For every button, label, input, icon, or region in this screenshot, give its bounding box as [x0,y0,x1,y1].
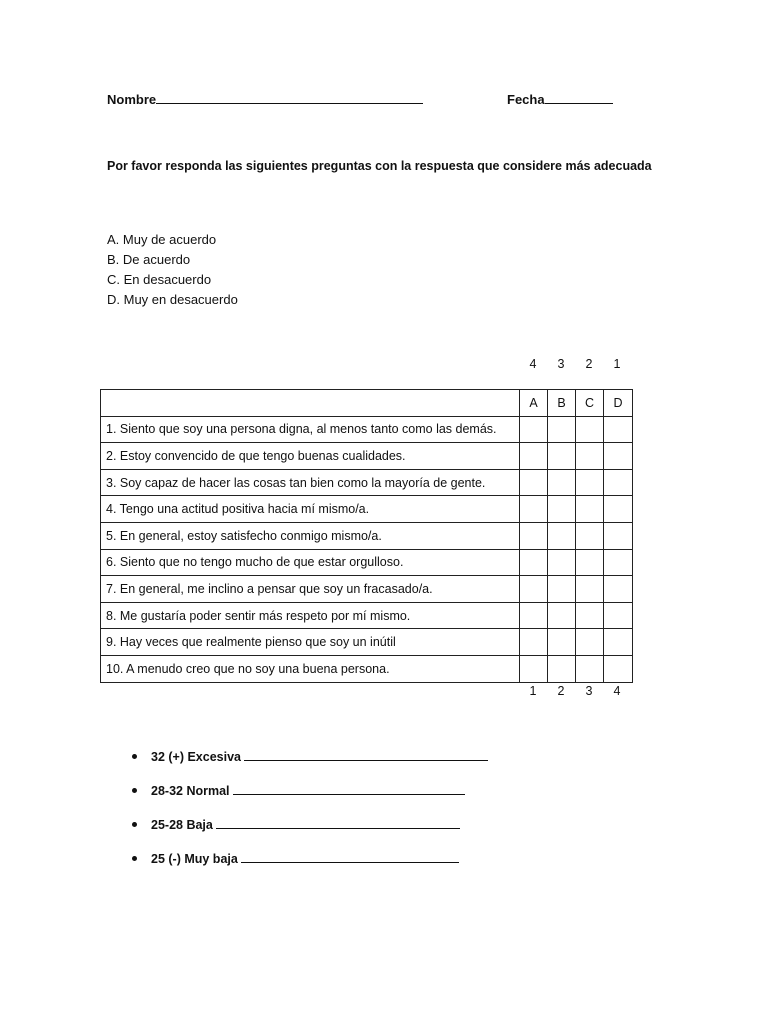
option-b: B. De acuerdo [107,252,191,267]
answer-cell-d[interactable] [604,416,633,443]
score-top-d: 1 [613,357,621,371]
answer-cell-a[interactable] [520,443,548,470]
answer-cell-a[interactable] [520,655,548,682]
question-text: 10. A menudo creo que no soy una buena persona. [101,655,520,682]
questionnaire-table [100,389,633,683]
table-row [101,655,633,682]
bullet-icon [132,754,137,759]
answer-cell-c[interactable] [576,655,604,682]
table-row [101,576,633,603]
answer-cell-d[interactable] [604,496,633,523]
instructions-text: Por favor responda las siguientes preguntas con la respuesta que considere más adecuada [107,159,652,173]
answer-cell-c[interactable] [576,629,604,656]
question-text: 8. Me gustaría poder sentir más respeto por mí mismo. [101,602,520,629]
score-bottom-b: 2 [557,684,565,698]
answer-cell-d[interactable] [604,629,633,656]
answer-cell-c[interactable] [576,549,604,576]
range-item [132,784,465,798]
range-blank[interactable] [244,760,488,761]
range-item [132,852,459,866]
table-row [101,602,633,629]
nombre-blank[interactable] [156,103,423,104]
answer-cell-b[interactable] [548,496,576,523]
answer-cell-a[interactable] [520,496,548,523]
answer-cell-d[interactable] [604,469,633,496]
question-text: 4. Tengo una actitud positiva hacia mí mismo/a. [101,496,520,523]
question-text: 1. Siento que soy una persona digna, al menos tanto como las demás. [101,416,520,443]
table-row [101,629,633,656]
scores-bottom-row [519,684,631,698]
answer-cell-d[interactable] [604,655,633,682]
question-text: 9. Hay veces que realmente pienso que soy un inútil [101,629,520,656]
question-text: 7. En general, me inclino a pensar que soy un fracasado/a. [101,576,520,603]
answer-cell-b[interactable] [548,576,576,603]
table-row [101,469,633,496]
answer-cell-a[interactable] [520,469,548,496]
answer-cell-d[interactable] [604,549,633,576]
answer-cell-c[interactable] [576,496,604,523]
question-text: 6. Siento que no tengo mucho de que estar orgulloso. [101,549,520,576]
answer-cell-a[interactable] [520,549,548,576]
question-text: 5. En general, estoy satisfecho conmigo mismo/a. [101,522,520,549]
range-item [132,818,460,832]
question-text: 3. Soy capaz de hacer las cosas tan bien como la mayoría de gente. [101,469,520,496]
score-top-a: 4 [529,357,537,371]
answer-cell-d[interactable] [604,522,633,549]
answer-cell-b[interactable] [548,416,576,443]
column-header-b: B [548,390,576,417]
answer-options-list [107,230,238,310]
option-a: A. Muy de acuerdo [107,232,217,247]
column-header-d: D [604,390,633,417]
column-header-c: C [576,390,604,417]
option-c: C. En desacuerdo [107,272,212,287]
answer-cell-a[interactable] [520,629,548,656]
answer-cell-b[interactable] [548,469,576,496]
answer-cell-b[interactable] [548,522,576,549]
answer-cell-c[interactable] [576,522,604,549]
fecha-field[interactable] [507,92,613,107]
nombre-label: Nombre [107,92,157,107]
table-row [101,496,633,523]
range-label: 25-28 Baja [151,818,213,832]
answer-cell-b[interactable] [548,655,576,682]
fecha-blank[interactable] [545,103,613,104]
score-bottom-a: 1 [529,684,537,698]
table-header-row [101,390,633,417]
score-top-c: 2 [585,357,593,371]
table-row [101,549,633,576]
option-d: D. Muy en desacuerdo [107,292,238,307]
answer-cell-c[interactable] [576,469,604,496]
answer-cell-a[interactable] [520,416,548,443]
bullet-icon [132,856,137,861]
range-label: 28-32 Normal [151,784,230,798]
question-text: 2. Estoy convencido de que tengo buenas cualidades. [101,443,520,470]
answer-cell-d[interactable] [604,602,633,629]
answer-cell-c[interactable] [576,443,604,470]
fecha-label: Fecha [507,92,545,107]
score-bottom-c: 3 [585,684,593,698]
answer-cell-c[interactable] [576,602,604,629]
bullet-icon [132,788,137,793]
range-blank[interactable] [216,828,460,829]
range-blank[interactable] [233,794,465,795]
bullet-icon [132,822,137,827]
answer-cell-a[interactable] [520,576,548,603]
answer-cell-b[interactable] [548,549,576,576]
answer-cell-d[interactable] [604,576,633,603]
nombre-field[interactable] [107,92,423,107]
answer-cell-b[interactable] [548,602,576,629]
answer-cell-c[interactable] [576,576,604,603]
answer-cell-a[interactable] [520,522,548,549]
score-top-b: 3 [557,357,565,371]
header-blank-cell [101,390,520,417]
answer-cell-b[interactable] [548,443,576,470]
answer-cell-d[interactable] [604,443,633,470]
answer-cell-b[interactable] [548,629,576,656]
range-label: 32 (+) Excesiva [151,750,241,764]
range-blank[interactable] [241,862,459,863]
answer-cell-a[interactable] [520,602,548,629]
score-bottom-d: 4 [613,684,621,698]
range-item [132,750,488,764]
range-label: 25 (-) Muy baja [151,852,238,866]
column-header-a: A [520,390,548,417]
table-row [101,416,633,443]
table-row [101,522,633,549]
table-row [101,443,633,470]
scores-top-row [519,357,631,371]
answer-cell-c[interactable] [576,416,604,443]
